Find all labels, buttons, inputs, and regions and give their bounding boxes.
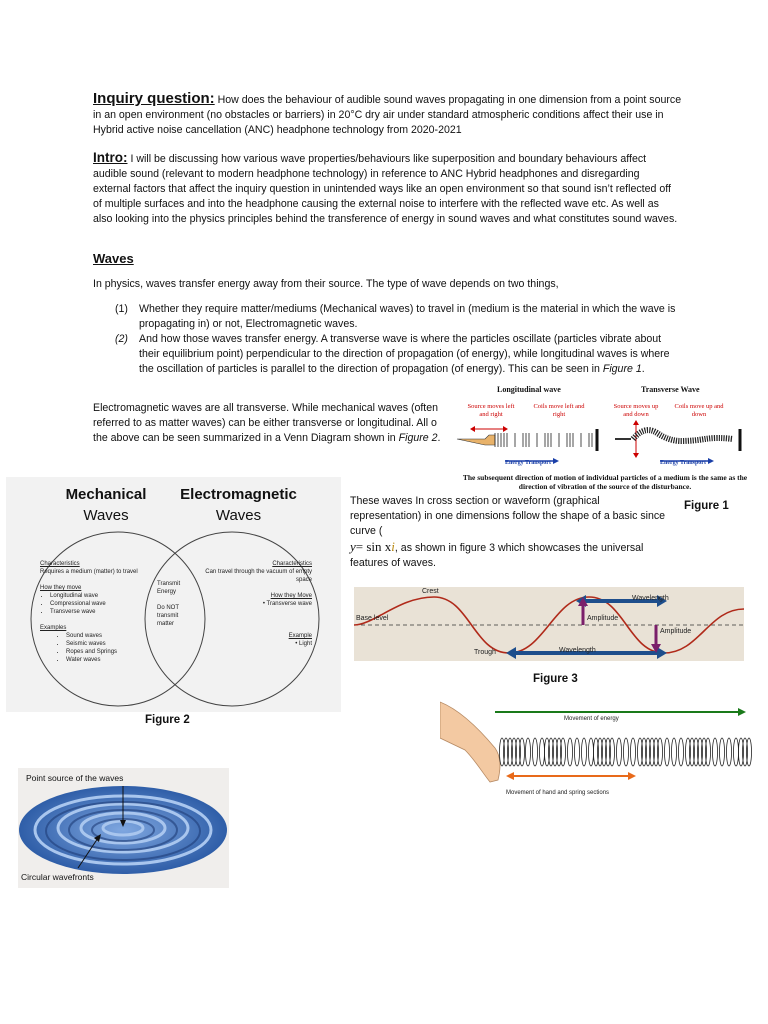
amplitude-label-1: Amplitude xyxy=(587,615,619,622)
label-source-left-right: Source moves left and right xyxy=(467,403,515,418)
wavelength-label-top: Wavelength xyxy=(632,595,669,602)
energy-transport-label-2: Energy Transport xyxy=(660,460,706,466)
figure-3-wave xyxy=(354,587,744,661)
intro-paragraph xyxy=(93,150,678,227)
figure-3-paragraph: These waves In cross section or waveform (graphical representation) in one dimensions follow the shape of a basic since curve ( y= sin xi, as shown in figure 3 which showcases the universal features of waves. xyxy=(350,495,666,569)
sine-wave-graphic xyxy=(354,587,744,661)
list-item: (2) And how those waves transfer energy. A transverse wave is where the particles oscillate (particles vibrate about their equilibrium point) perpendicular to the direction of propagation (of energy), while longitudinal waves is where the oscillation of particles is parallel to the direction of propagation (of energy). This can be seen in Figure 1. xyxy=(115,333,670,375)
waves-heading: Waves xyxy=(93,251,134,266)
transverse-title: Transverse Wave xyxy=(641,385,700,394)
em-paragraph: Electromagnetic waves are all transverse. While mechanical waves (often referred to as matter waves) can be either transverse or longitudinal. All o the above can be seen summarized in a Venn Diagram shown in Figure 2. xyxy=(93,402,441,444)
longitudinal-title: Longitudinal wave xyxy=(497,385,561,394)
venn-em-subtitle: Waves xyxy=(215,507,262,524)
label-source-up-down: Source moves up and down xyxy=(613,403,659,418)
waves-list xyxy=(93,302,683,377)
intro-heading: Intro: xyxy=(93,150,128,165)
label-coils-up-down: Coils move up and down xyxy=(674,403,724,418)
movement-of-hand-label: Movement of hand and spring sections xyxy=(506,790,610,796)
figure-2-caption: Figure 2 xyxy=(145,714,190,726)
venn-right-content: Characteristics Can travel through the vacuum of empty space How they Move • Transverse wave Example • Light xyxy=(205,561,312,647)
trough-label: Trough xyxy=(474,649,496,656)
movement-of-energy-label: Movement of energy xyxy=(564,716,619,722)
ripple-graphic xyxy=(18,768,229,888)
venn-mech-subtitle: Waves xyxy=(83,507,129,524)
venn-em-title: Electromagnetic xyxy=(180,486,297,503)
figure-3-caption: Figure 3 xyxy=(533,673,578,685)
label-coils-left-right: Coils move left and right xyxy=(533,403,585,418)
figure-1 xyxy=(455,383,755,498)
venn-middle-content: Transmit Energy Do NOT transmit matter xyxy=(157,581,181,627)
figure-1-caption: Figure 1 xyxy=(684,500,729,512)
spring-figure xyxy=(440,700,755,805)
wavelength-label-bottom: Wavelength xyxy=(559,647,596,654)
spring-diagrams xyxy=(455,419,755,469)
inquiry-text: How does the behaviour of audible sound waves propagating in one dimension from a point source in an open environment (no obstacles or barriers) in 20°C dry air under standard atmospheric conditions affect their use in Hybrid active noise cancellation (ANC) headphone technology from 2020-2021 xyxy=(93,94,682,136)
venn-diagram xyxy=(6,477,341,712)
inquiry-paragraph xyxy=(93,91,683,138)
circular-wavefronts-label: Circular wavefronts xyxy=(21,872,94,882)
intro-text: I will be discussing how various wave properties/behaviours like superposition and boundary behaviours affect audible sound (relevant to modern headphone technology) in reference to ANC Hybrid headphones and disregarding external factors that affect the inquiry question in unintended ways like an open environment so that sound isn’t reflected off of multiple surfaces and into the headphone causing the external noise to interfere with the reflected wave etc. As well as also looking into the physics principles behind the transference of energy in sound waves and what constitutes sound waves. xyxy=(93,153,678,225)
base-level-label: Base level xyxy=(356,615,389,622)
crest-label: Crest xyxy=(422,588,439,595)
energy-transport-label-1: Energy Transport xyxy=(505,460,551,466)
point-source-label: Point source of the waves xyxy=(26,773,124,783)
figure-1-note: The subsequent direction of motion of individual particles of a medium is the same as the direction of vibration of the source of the disturbance. xyxy=(462,473,748,491)
list-item: (1) Whether they require matter/mediums (Mechanical waves) to travel in (medium is the material in which the wave is propagating in) or not, Electromagnetic waves. xyxy=(115,303,676,330)
ripple-figure xyxy=(18,768,229,888)
inquiry-heading: Inquiry question: xyxy=(93,90,215,107)
venn-mech-title: Mechanical xyxy=(65,486,147,503)
amplitude-label-2: Amplitude xyxy=(660,628,692,635)
waves-intro: In physics, waves transfer energy away from their source. The type of wave depends on two things, xyxy=(93,278,559,290)
venn-left-content: Characteristics Requires a medium (matter) to travel How they move • Longitudinal wave • Compressional wave • Transverse wave Examples • Sound waves • Seismic waves • Ropes and Springs • Water waves xyxy=(40,560,150,664)
